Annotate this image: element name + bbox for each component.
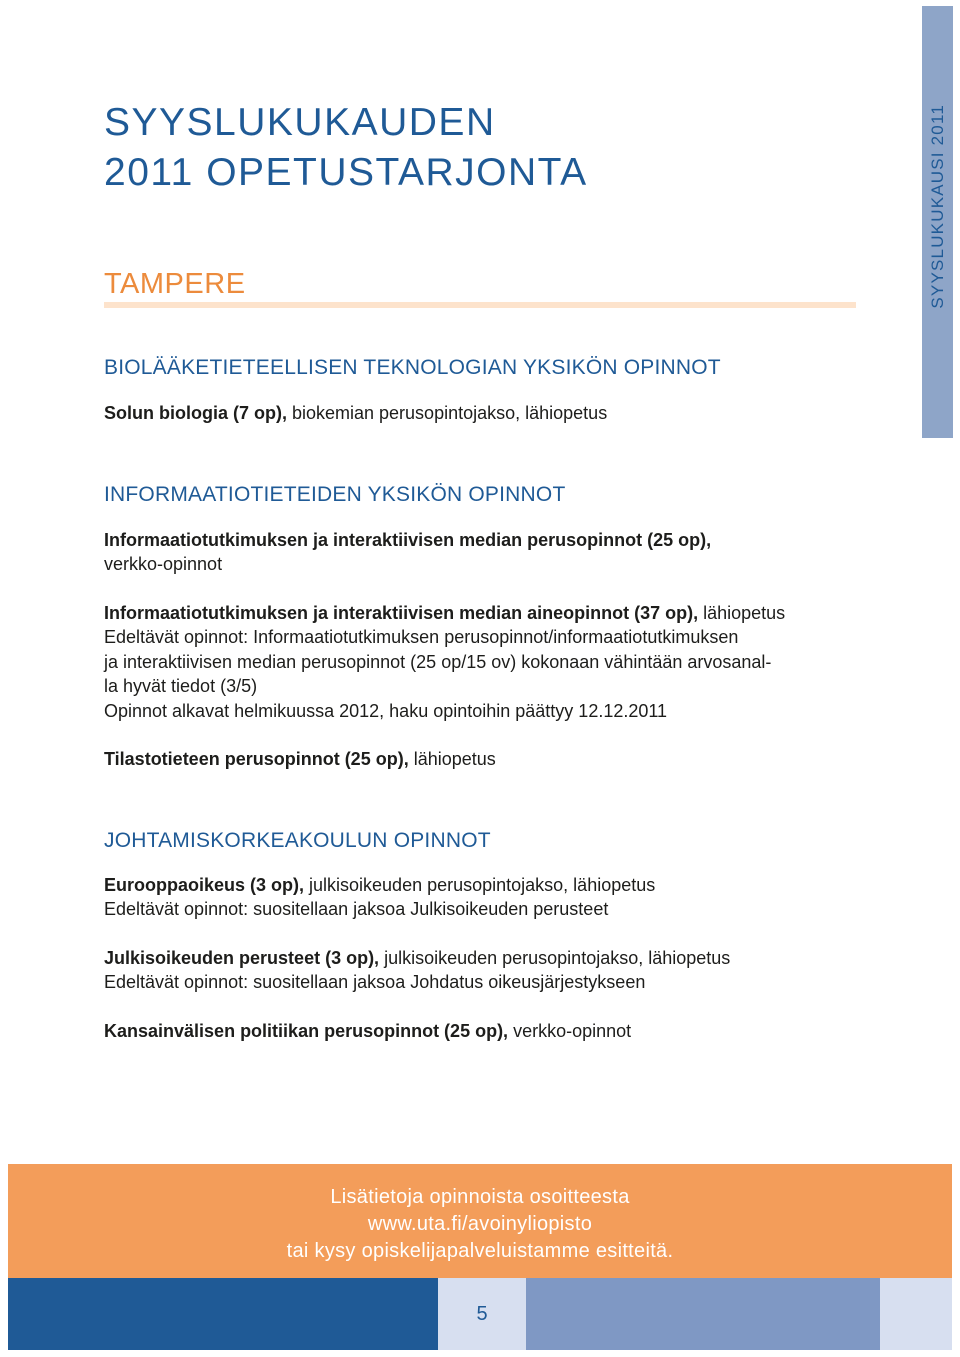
course-info: biokemian perusopintojakso, lähiopetus	[286, 403, 608, 423]
sidebar-label: SYYSLUKUKAUSI 2011	[928, 104, 947, 309]
footer-line-3: tai kysy opiskelijapalveluistamme esitteitä.	[286, 1240, 674, 1262]
course-detail: Edeltävät opinnot: Informaatiotutkimuksen perusopinnot/informaatiotutkimuksen	[104, 627, 739, 647]
course-title-line	[104, 946, 894, 971]
title-line-2: 2011 OPETUSTARJONTA	[104, 151, 588, 194]
course-info-line: verkko-opinnot	[104, 554, 223, 574]
course-info: julkisoikeuden perusopintojakso, lähiopetus	[304, 874, 656, 895]
course-title-line	[104, 601, 894, 626]
course-detail: Edeltävät opinnot: suositellaan jaksoa Johdatus oikeusjärjestykseen	[104, 972, 646, 992]
course-title: Tilastotieteen perusopinnot (25 op),	[104, 749, 409, 769]
title-line-1: SYYSLUKUKAUDEN	[104, 101, 496, 144]
course-tilastotiede	[104, 747, 894, 772]
course-detail: ja interaktiivisen median perusopinnot (25 op/15 ov) kokonaan vähintään arvosanal-	[104, 651, 772, 672]
course-informaatio-aineopinnot	[104, 601, 894, 724]
city-underline	[104, 302, 856, 308]
sidebar-label-wrap	[922, 6, 953, 438]
course-info: lähiopetus	[408, 749, 496, 769]
course-title: Informaatiotutkimuksen ja interaktiivisen median aineopinnot (37 op),	[104, 602, 699, 623]
main-content	[104, 354, 894, 1043]
section-heading-johtamiskorkeakoulu: JOHTAMISKORKEAKOULUN OPINNOT	[104, 828, 491, 852]
course-solun-biologia	[104, 401, 894, 426]
course-detail: Edeltävät opinnot: suositellaan jaksoa Julkisoikeuden perusteet	[104, 899, 609, 919]
course-kansainvalinen-politiikka	[104, 1019, 894, 1044]
course-title: Kansainvälisen politiikan perusopinnot (25 op),	[104, 1020, 509, 1041]
footer-info	[8, 1184, 952, 1265]
course-title: Julkisoikeuden perusteet (3 op),	[104, 947, 380, 968]
footer-url: www.uta.fi/avoinyliopisto	[367, 1213, 593, 1235]
course-title: Informaatiotutkimuksen ja interaktiivisen median perusopinnot (25 op),	[104, 529, 712, 550]
page-title	[104, 98, 588, 198]
course-title: Solun biologia (7 op),	[104, 403, 287, 423]
course-title: Eurooppaoikeus (3 op),	[104, 874, 305, 895]
course-info: lähiopetus	[698, 602, 786, 623]
course-eurooppaoikeus	[104, 873, 894, 922]
bottom-bar-end-segment	[880, 1278, 952, 1350]
course-detail: Opinnot alkavat helmikuussa 2012, haku opintoihin päättyy 12.12.2011	[104, 700, 668, 721]
course-detail: la hyvät tiedot (3/5)	[104, 676, 258, 696]
course-title-line	[104, 873, 894, 898]
bottom-bar-mid-segment	[526, 1278, 880, 1350]
city-heading: TAMPERE	[104, 268, 246, 300]
course-informaatio-perusopinnot	[104, 528, 894, 577]
course-info: julkisoikeuden perusopintojakso, lähiopetus	[379, 947, 731, 968]
bottom-bar-dark-segment	[8, 1278, 438, 1350]
course-title-line	[104, 528, 894, 553]
footer-line-1: Lisätietoja opinnoista osoitteesta	[330, 1186, 630, 1208]
page-number: 5	[476, 1302, 488, 1325]
section-heading-biolaaketieteellinen: BIOLÄÄKETIETEELLISEN TEKNOLOGIAN YKSIKÖN OPINNOT	[104, 356, 721, 379]
course-julkisoikeuden-perusteet	[104, 946, 894, 995]
course-info: verkko-opinnot	[508, 1020, 632, 1041]
section-heading-informaatiotieteet: INFORMAATIOTIETEIDEN YKSIKÖN OPINNOT	[104, 482, 566, 506]
